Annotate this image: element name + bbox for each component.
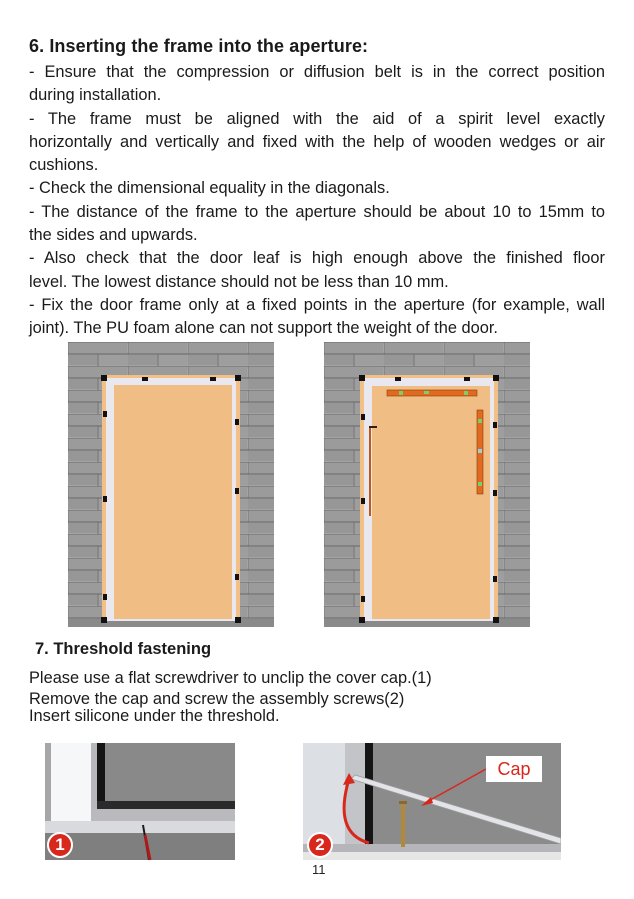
- section-6-heading: 6. Inserting the frame into the aperture:: [29, 36, 369, 56]
- paragraph-belt: - Ensure that the compression or diffusion belt is in the correct position during installation.: [29, 63, 605, 105]
- section-7-heading: 7. Threshold fastening: [35, 640, 212, 658]
- threshold-unclip-drawing: [45, 743, 235, 860]
- door-leaf: [372, 386, 490, 619]
- paragraph-diagonals: - Check the dimensional equality in the diagonals.: [29, 179, 390, 198]
- assembly-screw: [401, 803, 405, 847]
- door-frame-wedges-illustration: [68, 342, 274, 627]
- step-1-badge: 1: [47, 832, 73, 858]
- paragraph-fixed-points: - Fix the door frame only at a fixed points in the aperture (for example, wall joint). The PU foam alone can not support the weight of the door.: [29, 295, 605, 338]
- paragraph-spirit-level: - The frame must be aligned with the aid of a spirit level exactly horizontally and vertically and fixed with the help of wooden wedges or air cushions.: [29, 109, 605, 175]
- section-6-body: [29, 61, 605, 341]
- instruction-line-2: Remove the cap and screw the assembly screws(2): [29, 689, 405, 708]
- paragraph-distance: - The distance of the frame to the aperture should be about 10 to 15mm to the sides and upwards.: [29, 202, 605, 245]
- horizontal-spirit-level: [387, 390, 477, 396]
- cap-label: Cap: [486, 756, 542, 782]
- instruction-line-3: Insert silicone under the threshold.: [29, 707, 280, 725]
- vertical-spirit-level: [477, 410, 483, 494]
- page-number: 11: [312, 862, 326, 877]
- paragraph-floor-level: - Also check that the door leaf is high enough above the finished floor level. The lowest distance should not be less than 10 mm.: [29, 249, 605, 291]
- step-2-badge: 2: [307, 832, 333, 858]
- door-frame-spirit-level-illustration: [324, 342, 530, 627]
- threshold-unclip-photo: [45, 743, 235, 860]
- door-leaf: [114, 385, 232, 619]
- instruction-line-1: Please use a flat screwdriver to unclip the cover cap.(1): [29, 669, 432, 687]
- section-7-body: [29, 668, 432, 727]
